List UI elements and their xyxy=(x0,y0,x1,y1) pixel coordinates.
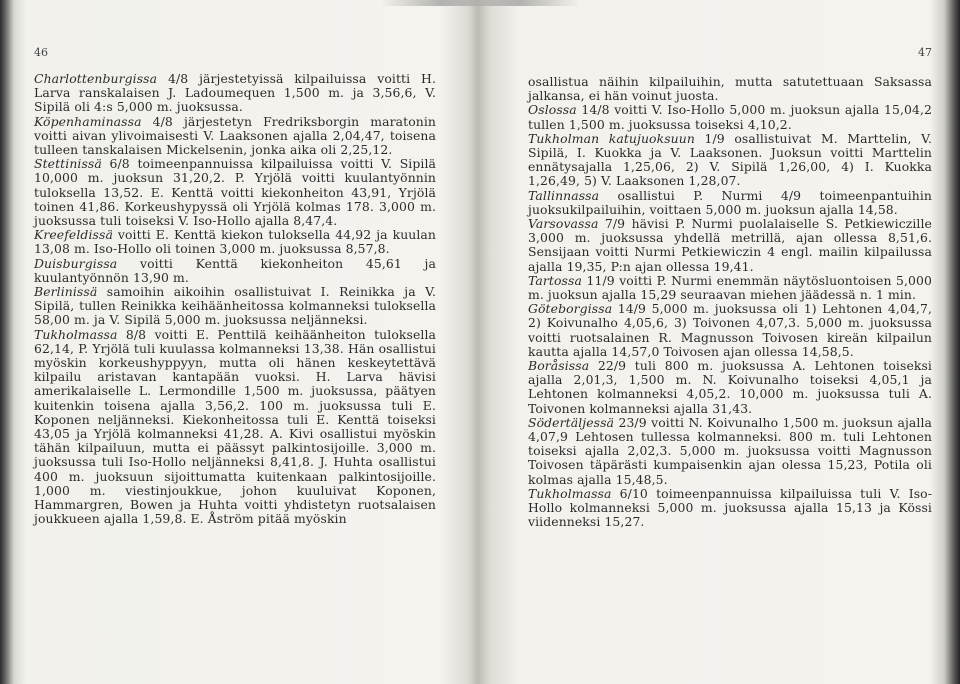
paragraph-lead: Tartossa xyxy=(528,272,582,288)
paragraph-lead: Boråsissa xyxy=(528,358,590,374)
page-number: 47 xyxy=(918,46,932,59)
paragraph-lead: Oslossa xyxy=(528,102,577,118)
right-page xyxy=(528,0,932,684)
paragraph-body: osallistua näihin kilpailuihin, mutta satutettuaan Saksassa jalkansa, ei hän voinut juosta. xyxy=(528,74,932,104)
paragraph-lead: Köpenhaminassa xyxy=(34,113,142,129)
paragraph-body: 14/9 5,000 m. juoksussa oli 1) Lehtonen 4,04,7, 2) Koivunalho 4,05,6, 3) Toivonen 4,07,3. 5,000 m. juoksussa voitti ruotsalainen R. Magnusson Toivosen kireän kilpailun kautta ajalla 14,57,0 Toivosen ajan ollessa 14,58,5. xyxy=(528,301,932,359)
paragraph-body: 4/8 järjestetyn Fredriksborgin maratonin voitti aivan ylivoimaisesti V. Laaksonen ajalla 2,04,47, toisena tulleen tanskalaisen Mickelsenin, jonka aika oli 2,25,12. xyxy=(34,113,436,158)
paragraph xyxy=(34,228,436,256)
page-number: 46 xyxy=(34,46,48,59)
paragraph xyxy=(34,257,436,285)
paragraph-lead: Charlottenburgissa xyxy=(34,71,158,86)
paragraph-body: voitti Kenttä kiekonheiton 45,61 ja kuulantyönnön 13,90 m. xyxy=(34,255,436,285)
paragraph-lead: Varsovassa xyxy=(528,216,599,232)
paragraph xyxy=(528,416,932,487)
paragraph xyxy=(528,217,932,274)
page-text xyxy=(34,72,436,527)
paragraph xyxy=(528,274,932,302)
paragraph xyxy=(528,302,932,359)
paragraph-lead: Stettinissä xyxy=(34,156,102,172)
paragraph-lead: Göteborgissa xyxy=(528,301,613,317)
paragraph-body: 23/9 voitti N. Koivunalho 1,500 m. juoksun ajalla 4,07,9 Lehtosen tullessa kolmanneksi. 800 m. tuli Lehtonen toiseksi ajalla 2,02,3. 5,000 m. juoksussa voitti Magnusson Toivosen täpärästi kumpaisenkin ajan olessa 15,23, Potila oli kolmas ajalla 15,48,5. xyxy=(528,414,932,487)
paragraph-body: 22/9 tuli 800 m. juoksussa A. Lehtonen toiseksi ajalla 2,01,3, 1,500 m. N. Koivunalho toiseksi 4,05,1 ja Lehtonen kolmanneksi 4,05,2. 10,000 m. juoksussa tuli A. Toivonen kolmanneksi ajalla 31,43. xyxy=(528,358,932,416)
paragraph xyxy=(34,328,436,527)
paragraph-body: osallistui P. Nurmi 4/9 toimeenpantuihin juoksukilpailuihin, voittaen 5,000 m. juoksun ajalla 14,58. xyxy=(528,187,932,217)
paragraph-body: 6/10 toimeenpannuissa kilpailuissa tuli V. Iso-Hollo kolmanneksi 5,000 m. juoksussa ajalla 15,13 ja Kössi viidenneksi 15,27. xyxy=(528,485,932,530)
paragraph xyxy=(528,103,932,131)
paragraph xyxy=(528,189,932,217)
paragraph-body: voitti E. Kenttä kiekon tuloksella 44,92 ja kuulan 13,08 m. Iso-Hollo oli toinen 3,000 m. juoksussa 8,57,8. xyxy=(34,227,436,257)
paragraph-body: 4/8 järjestetyissä kilpailuissa voitti H. Larva ranskalaisen J. Ladoumequen 1,500 m. ja 3,56,6, V. Sipilä oli 4:s 5,000 m. juoksussa. xyxy=(34,71,436,115)
page-text xyxy=(528,75,932,530)
paragraph-lead: Berlinissä xyxy=(34,284,98,300)
paragraph xyxy=(528,75,932,103)
paragraph xyxy=(528,359,932,416)
paragraph-body: 8/8 voitti E. Penttilä keihäänheiton tuloksella 62,14, P. Yrjölä tuli kuulassa kolmanneksi 13,38. Hän osallistui myöskin korkeushyppyyn, mutta oli hänen keskeytettävä kilpailu aristavan kantapään vuoksi. H. Larva hävisi amerikalaiselle L. Lermondille 1,500 m. juoksussa, päätyen kuitenkin toisena ajalla 3,56,2. 100 m. juoksussa tuli E. Koponen neljänneksi. Kiekonheitossa tuli E. Kenttä toiseksi 43,05 ja Yrjölä kolmanneksi 41,28. A. Kivi osallistui myöskin tähän kilpailuun, mutta ei päässyt palkintosijoille. 3,000 m. juoksussa tuli Iso-Hollo neljänneksi 8,41,8. J. Huhta osallistui 400 m. juoksuun sijoittumatta kuitenkaan palkintosijoille. 1,000 m. viestinjoukkue, johon kuuluivat Koponen, Hammargren, Bowen ja Huhta voitti yhdistetyn ruotsalaisen joukkueen ajalla 1,59,8. E. Åström pitää myöskin xyxy=(34,326,436,527)
paragraph xyxy=(34,157,436,228)
paragraph-lead: Tukholman katujuoksuun xyxy=(528,130,695,146)
paragraph-lead: Tallinnassa xyxy=(528,187,600,203)
paragraph-lead: Tukholmassa xyxy=(34,326,118,342)
paragraph xyxy=(528,487,932,530)
paragraph xyxy=(528,132,932,189)
paragraph-body: 11/9 voitti P. Nurmi enemmän näytösluontoisen 5,000 m. juoksun ajalla 15,29 seuraavan miehen jäädessä n. 1 min. xyxy=(528,272,932,303)
paragraph-body: 1/9 osallistuivat M. Marttelin, V. Sipilä, I. Kuokka ja V. Laaksonen. Juoksun voitti Marttelin ennätysajalla 1,25,06, 2) V. Sipilä 1,26,00, 4) I. Kuokka 1,26,49, 5) V. Laaksonen 1,28,07. xyxy=(528,130,932,189)
paragraph-body: 7/9 hävisi P. Nurmi puolalaiselle S. Petkiewiczille 3,000 m. juoksussa yhdellä metrillä, ajan ollessa 8,51,6. Sensijaan voitti Nurmi Petkiewiczin 4 engl. mailin kilpailussa ajalla 19,35, P:n ajan ollessa 19,41. xyxy=(528,216,932,274)
left-page xyxy=(34,0,436,684)
paragraph-body: samoihin aikoihin osallistuivat I. Reinikka ja V. Sipilä, tullen Reinikka keihäänheitossa kolmanneksi tuloksella 58,00 m. ja V. Sipilä 5,000 m. juoksussa neljänneksi. xyxy=(34,284,436,328)
paragraph xyxy=(34,115,436,158)
paragraph-body: 6/8 toimeenpannuissa kilpailuissa voitti V. Sipilä 10,000 m. juoksun 31,20,2. P. Yrjölä voitti kuulantyönnin tuloksella 13,52. E. Kenttä voitti kiekonheiton 43,91, Yrjölä toinen 41,86. Korkeushypyssä oli Yrjölä kolmas 178. 3,000 m. juoksussa tuli toiseksi V. Iso-Hollo ajalla 8,47,4. xyxy=(34,156,436,229)
paragraph-lead: Tukholmassa xyxy=(528,485,612,501)
paragraph-lead: Södertäljessä xyxy=(528,414,615,430)
paragraph xyxy=(34,285,436,328)
paragraph-body: 14/8 voitti V. Iso-Hollo 5,000 m. juoksun ajalla 15,04,2 tullen 1,500 m. juoksussa toiseksi 4,10,2. xyxy=(528,102,932,132)
paragraph xyxy=(34,72,436,115)
paragraph-lead: Kreefeldissä xyxy=(34,227,113,243)
paragraph-lead: Duisburgissa xyxy=(34,255,118,271)
